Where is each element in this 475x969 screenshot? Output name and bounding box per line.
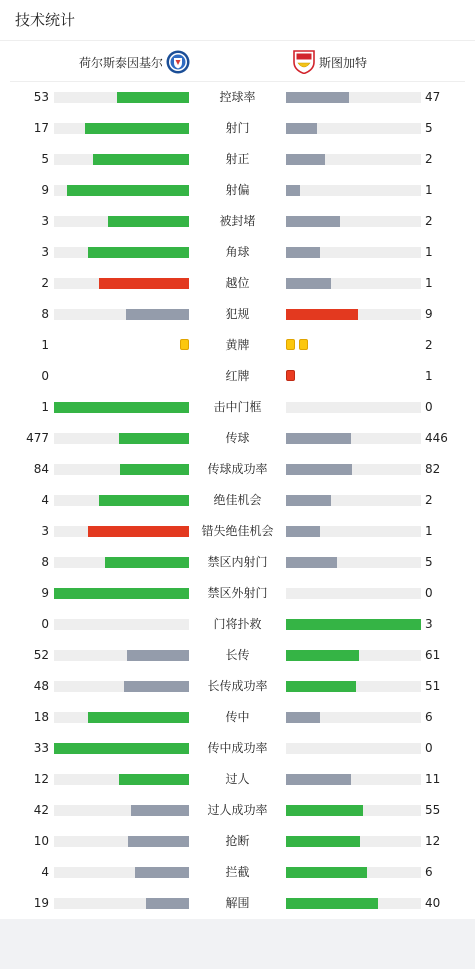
yellow-card-icon — [299, 339, 308, 350]
away-bar-fill — [286, 278, 331, 289]
away-bar-fill — [286, 898, 378, 909]
away-bar-track — [286, 92, 421, 103]
stat-row — [0, 392, 475, 423]
home-bar-track — [54, 681, 189, 692]
home-bar-track — [54, 123, 189, 134]
home-value: 9 — [41, 183, 49, 197]
away-value: 2 — [425, 493, 433, 507]
stat-row — [0, 330, 475, 361]
home-value: 0 — [41, 617, 49, 631]
stat-label: 长传 — [225, 648, 250, 662]
away-value: 61 — [425, 648, 441, 662]
away-value: 1 — [425, 369, 433, 383]
home-value: 0 — [41, 369, 49, 383]
home-bar-track — [54, 309, 189, 320]
away-value: 51 — [425, 679, 441, 693]
away-bar-track — [286, 898, 421, 909]
away-bar-fill — [286, 309, 358, 320]
home-bar-track — [54, 774, 189, 785]
away-bar-fill — [286, 526, 320, 537]
home-bar-track — [54, 588, 189, 599]
away-bar-fill — [286, 123, 317, 134]
away-value: 6 — [425, 710, 433, 724]
stat-row — [0, 640, 475, 671]
away-value: 1 — [425, 276, 433, 290]
stat-label: 传球 — [225, 431, 250, 445]
away-bar-fill — [286, 247, 320, 258]
away-bar-track — [286, 836, 421, 847]
away-value: 446 — [425, 431, 448, 445]
away-bar-fill — [286, 216, 340, 227]
home-bar-track — [54, 185, 189, 196]
stat-row — [0, 82, 475, 113]
home-bar-track — [54, 495, 189, 506]
stat-row — [0, 795, 475, 826]
away-bar-fill — [286, 92, 349, 103]
home-value: 477 — [26, 431, 49, 445]
away-bar-track — [286, 247, 421, 258]
home-bar-track — [54, 743, 189, 754]
home-team-logo-icon — [166, 50, 190, 74]
home-value: 84 — [33, 462, 49, 476]
away-value: 2 — [425, 152, 433, 166]
stat-row — [0, 764, 475, 795]
home-bar-fill — [117, 92, 189, 103]
home-bar-track — [54, 557, 189, 568]
away-value: 12 — [425, 834, 441, 848]
away-bar-fill — [286, 774, 351, 785]
red-card-icon — [286, 370, 295, 381]
away-team[interactable] — [292, 50, 367, 74]
home-team-name: 荷尔斯泰因基尔 — [78, 55, 163, 70]
home-bar-fill — [120, 464, 189, 475]
away-team-logo-icon — [292, 50, 316, 74]
home-value: 1 — [41, 400, 49, 414]
stat-label: 错失绝佳机会 — [201, 524, 274, 538]
away-value: 0 — [425, 400, 433, 414]
stat-row — [0, 702, 475, 733]
home-value: 3 — [41, 245, 49, 259]
stat-label: 禁区内射门 — [207, 555, 268, 569]
stat-label: 抢断 — [225, 834, 250, 848]
home-value: 3 — [41, 214, 49, 228]
home-bar-track — [54, 433, 189, 444]
home-bar-fill — [88, 712, 189, 723]
stat-row — [0, 671, 475, 702]
away-bar-fill — [286, 712, 320, 723]
home-bar-fill — [93, 154, 189, 165]
away-bar-track — [286, 216, 421, 227]
home-value: 4 — [41, 493, 49, 507]
home-bar-track — [54, 867, 189, 878]
home-team[interactable] — [79, 50, 190, 74]
away-value: 47 — [425, 90, 441, 104]
home-bar-fill — [119, 774, 189, 785]
away-bar-track — [286, 867, 421, 878]
home-bar-track — [54, 836, 189, 847]
yellow-card-icon — [286, 339, 295, 350]
away-bar-fill — [286, 619, 421, 630]
home-value: 3 — [41, 524, 49, 538]
away-bar-fill — [286, 867, 367, 878]
away-bar-fill — [286, 185, 300, 196]
home-value: 8 — [41, 307, 49, 321]
home-bar-track — [54, 92, 189, 103]
away-bar-track — [286, 402, 421, 413]
away-value: 82 — [425, 462, 441, 476]
stat-label: 传中成功率 — [207, 741, 268, 755]
away-team-name: 斯图加特 — [319, 55, 368, 70]
away-value: 6 — [425, 865, 433, 879]
stat-label: 过人成功率 — [207, 803, 268, 817]
away-bar-track — [286, 588, 421, 599]
away-bar-track — [286, 123, 421, 134]
away-bar-track — [286, 805, 421, 816]
stat-row — [0, 547, 475, 578]
stat-label: 越位 — [225, 276, 250, 290]
stat-label: 传中 — [225, 710, 250, 724]
away-bar-fill — [286, 154, 325, 165]
home-bar-track — [54, 402, 189, 413]
home-value: 33 — [33, 741, 49, 755]
home-value: 8 — [41, 555, 49, 569]
home-bar-track — [54, 278, 189, 289]
home-bar-fill — [67, 185, 189, 196]
away-value: 5 — [425, 555, 433, 569]
home-bar-fill — [124, 681, 189, 692]
home-bar-fill — [128, 836, 189, 847]
home-bar-fill — [99, 495, 189, 506]
teams-header — [10, 41, 465, 82]
stat-row — [0, 113, 475, 144]
away-bar-track — [286, 774, 421, 785]
stat-row — [0, 609, 475, 640]
stat-label: 黄牌 — [225, 338, 250, 352]
home-bar-fill — [54, 588, 189, 599]
yellow-card-icon — [180, 339, 189, 350]
stat-label: 犯规 — [225, 307, 250, 321]
away-bar-fill — [286, 805, 363, 816]
home-bar-track — [54, 712, 189, 723]
stat-row — [0, 454, 475, 485]
away-value: 0 — [425, 586, 433, 600]
home-value: 19 — [33, 896, 49, 910]
stat-label: 被封堵 — [219, 214, 256, 228]
home-value: 2 — [41, 276, 49, 290]
home-value: 10 — [33, 834, 49, 848]
stats-list — [0, 82, 475, 919]
home-value: 1 — [41, 338, 49, 352]
away-bar-track — [286, 154, 421, 165]
home-value: 4 — [41, 865, 49, 879]
stat-label: 射偏 — [225, 183, 250, 197]
home-bar-fill — [54, 402, 189, 413]
stat-row — [0, 237, 475, 268]
home-value: 48 — [33, 679, 49, 693]
stat-label: 角球 — [225, 245, 250, 259]
stat-label: 射门 — [225, 121, 250, 135]
stat-label: 过人 — [225, 772, 250, 786]
home-bar-fill — [105, 557, 189, 568]
away-value: 11 — [425, 772, 441, 786]
stat-row — [0, 857, 475, 888]
stat-row — [0, 361, 475, 392]
stat-label: 绝佳机会 — [213, 493, 262, 507]
stat-row — [0, 175, 475, 206]
away-bar-track — [286, 650, 421, 661]
stat-row — [0, 268, 475, 299]
away-bar-track — [286, 495, 421, 506]
home-cards — [180, 339, 189, 350]
stat-row — [0, 733, 475, 764]
home-bar-fill — [54, 743, 189, 754]
away-value: 3 — [425, 617, 433, 631]
away-bar-track — [286, 278, 421, 289]
away-bar-fill — [286, 681, 356, 692]
stat-row — [0, 826, 475, 857]
home-value: 42 — [33, 803, 49, 817]
away-bar-fill — [286, 557, 337, 568]
stat-row — [0, 516, 475, 547]
away-bar-track — [286, 464, 421, 475]
home-bar-fill — [119, 433, 189, 444]
stat-row — [0, 299, 475, 330]
stat-label: 解围 — [225, 896, 250, 910]
home-bar-fill — [126, 309, 189, 320]
panel-title: 技术统计 — [0, 0, 475, 41]
away-value: 1 — [425, 245, 433, 259]
away-value: 9 — [425, 307, 433, 321]
away-cards — [286, 339, 308, 350]
home-bar-fill — [85, 123, 189, 134]
away-value: 5 — [425, 121, 433, 135]
away-value: 40 — [425, 896, 441, 910]
home-bar-fill — [108, 216, 189, 227]
home-value: 5 — [41, 152, 49, 166]
home-bar-track — [54, 526, 189, 537]
away-bar-fill — [286, 464, 352, 475]
away-bar-track — [286, 526, 421, 537]
away-bar-fill — [286, 495, 331, 506]
away-bar-track — [286, 433, 421, 444]
home-value: 52 — [33, 648, 49, 662]
stat-label: 射正 — [225, 152, 250, 166]
away-bar-track — [286, 309, 421, 320]
home-bar-track — [54, 619, 189, 630]
home-bar-fill — [131, 805, 189, 816]
home-bar-fill — [135, 867, 189, 878]
home-bar-track — [54, 650, 189, 661]
away-bar-fill — [286, 836, 360, 847]
stat-row — [0, 485, 475, 516]
home-bar-fill — [146, 898, 189, 909]
stat-label: 传球成功率 — [207, 462, 268, 476]
stat-label: 门将扑救 — [213, 617, 262, 631]
away-bar-track — [286, 619, 421, 630]
away-value: 1 — [425, 524, 433, 538]
away-bar-track — [286, 712, 421, 723]
away-value: 55 — [425, 803, 441, 817]
away-bar-track — [286, 681, 421, 692]
away-cards — [286, 370, 295, 381]
home-bar-track — [54, 464, 189, 475]
stat-row — [0, 206, 475, 237]
away-bar-track — [286, 557, 421, 568]
home-bar-track — [54, 898, 189, 909]
away-value: 2 — [425, 338, 433, 352]
home-bar-fill — [127, 650, 189, 661]
home-value: 18 — [33, 710, 49, 724]
away-bar-track — [286, 185, 421, 196]
stat-row — [0, 888, 475, 919]
stat-row — [0, 578, 475, 609]
stat-label: 拦截 — [225, 865, 250, 879]
stat-label: 禁区外射门 — [207, 586, 268, 600]
home-bar-fill — [88, 526, 189, 537]
home-bar-fill — [99, 278, 189, 289]
stat-label: 长传成功率 — [207, 679, 268, 693]
stat-label: 击中门框 — [213, 400, 262, 414]
home-value: 12 — [33, 772, 49, 786]
away-bar-fill — [286, 650, 359, 661]
home-bar-track — [54, 216, 189, 227]
home-value: 9 — [41, 586, 49, 600]
home-bar-track — [54, 805, 189, 816]
away-value: 2 — [425, 214, 433, 228]
away-value: 0 — [425, 741, 433, 755]
home-bar-track — [54, 154, 189, 165]
away-bar-track — [286, 743, 421, 754]
stat-label: 红牌 — [225, 369, 250, 383]
home-value: 17 — [33, 121, 49, 135]
stat-label: 控球率 — [219, 90, 256, 104]
home-bar-track — [54, 247, 189, 258]
home-bar-fill — [88, 247, 189, 258]
home-value: 53 — [33, 90, 49, 104]
stat-row — [0, 144, 475, 175]
stat-row — [0, 423, 475, 454]
away-bar-fill — [286, 433, 351, 444]
away-value: 1 — [425, 183, 433, 197]
